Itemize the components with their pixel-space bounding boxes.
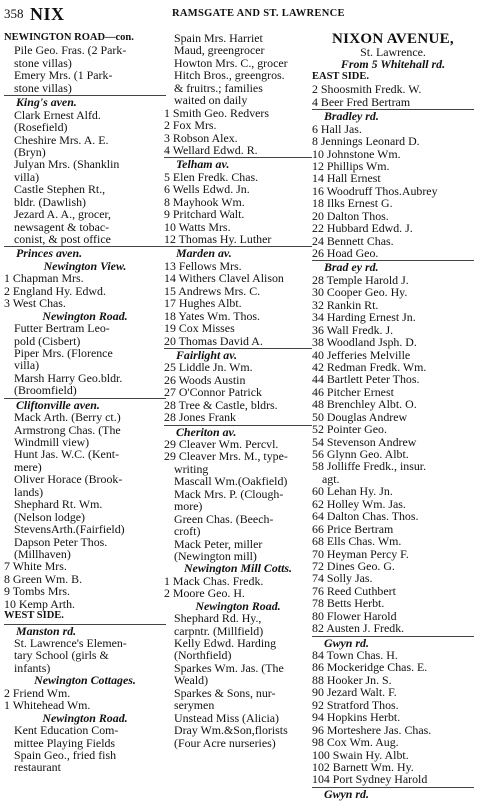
directory-entry: 3 Robson Alex. [164,130,238,145]
cross-street: Princes aven. [4,246,166,259]
directory-entry: Mack Peter, miller [174,536,263,551]
directory-entry: restaurant [14,760,61,775]
directory-entry: villa) [14,169,40,184]
directory-entry: stone villas) [14,55,72,70]
directory-entry: 86 Mockeridge Chas. E. [312,660,428,675]
directory-entry: 30 Cooper Geo. Hy. [312,285,408,300]
directory-entry: Cheshire Mrs. A. E. [14,132,109,147]
directory-entry: 44 Bartlett Peter Thos. [312,372,420,387]
section-heading: Newington Road. [195,598,281,613]
directory-entry: serymen [174,698,215,713]
directory-entry: 60 Lehan Hy. Jn. [312,484,393,499]
directory-entry: Clark Ernest Alfd. [14,107,101,122]
directory-entry: Dray Wm.&Son,florists [174,723,288,738]
directory-entry: lands) [14,484,44,499]
directory-entry: Armstrong Chas. (The [14,422,121,437]
directory-entry: 12 Thomas Hy. Luther [164,232,272,246]
directory-entry: 10 Johnstone Wm. [312,146,401,161]
directory-entry: 7 White Mrs. [4,559,67,574]
directory-entry: Kelly Edwd. Harding [174,636,277,650]
directory-entry: agt. [322,471,340,486]
directory-entry: 27 O'Connor Patrick [164,385,262,400]
directory-entry: 14 Withers Clavel Alison [164,271,284,286]
directory-entry: 17 Hughes Albt. [164,296,242,311]
directory-entry: 20 Dalton Thos. [312,208,389,223]
directory-entry: 58 Jolliffe Fredk., insur. [312,459,427,474]
directory-entry: writing [174,461,209,476]
directory-entry: Unstead Miss (Alicia) [174,710,280,725]
directory-entry: waited on daily [174,93,248,108]
directory-entry: Maud, greengrocer [174,43,265,58]
directory-entry: 52 Pointer Geo. [312,422,387,437]
directory-entry: 22 Hubbard Edwd. J. [312,221,413,236]
directory-entry: Pile Geo. Fras. (2 Park- [14,43,127,58]
directory-entry: Windmill view) [14,435,90,449]
directory-entry: Weald) [174,673,209,688]
directory-entry: 18 Yates Wm. Thos. [164,308,261,323]
directory-entry: Dapson Peter Thos. [14,534,108,549]
directory-entry: 88 Hooker Jn. S. [312,672,392,687]
directory-entry: croft) [174,524,201,539]
directory-entry: villa) [14,358,40,373]
directory-entry: 9 Pritchard Walt. [164,207,245,222]
directory-entry: Hitch Bros., greengros. [174,68,285,83]
directory-entry: Emery Mrs. (1 Park- [14,68,113,83]
directory-entry: 2 England Hy. Edwd. [4,283,106,298]
directory-entry: Castle Stephen Rt., [14,182,106,197]
directory-entry: 100 Swain Hy. Albt. [312,747,409,762]
directory-entry: 20 Thomas David A. [164,333,263,348]
directory-entry: 1 Whitehead Wm. [4,698,91,713]
directory-entry: carpntr. (Millfield) [174,623,264,638]
directory-entry: 28 Jones Frank [164,410,236,425]
column-left [4,32,166,774]
directory-entry: Sparkes & Sons, nur- [174,685,276,700]
directory-entry: 14 Hall Ernest [312,171,381,186]
page-header [2,5,475,23]
directory-entry: 13 Fellows Mrs. [164,258,242,273]
directory-entry: stone villas) [14,80,72,95]
directory-entry: 64 Dalton Chas. Thos. [312,509,419,524]
directory-entry: Spain Geo., fried fish [14,747,117,762]
directory-entry: 54 Stevenson Andrew [312,434,417,449]
directory-entry: 46 Pitcher Ernest [312,384,394,399]
directory-entry: & fruitrs.; families [174,80,263,95]
directory-entry: 96 Morteshere Jas. Chas. [312,722,432,737]
directory-entry: 40 Jefferies Melville [312,347,411,362]
directory-entry: 26 Woods Austin [164,372,246,387]
directory-entry: (Northfield) [174,648,232,663]
directory-entry: bldr. (Dawlish) [14,194,86,209]
directory-entry: 62 Holley Wm. Jas. [312,496,406,511]
directory-entry: 2 Shoosmith Fredk. W. [312,82,422,97]
directory-entry: 66 Price Bertram [312,521,394,536]
page-number: 358 [4,6,24,21]
directory-entry: 2 Friend Wm. [4,685,71,700]
directory-entry: 28 Tree & Castle, bldrs. [164,397,278,412]
directory-entry: pold (Cisbert) [14,333,81,348]
directory-entry: (Nelson lodge) [14,509,85,524]
directory-entry: 1 Smith Geo. Redvers [164,105,270,120]
directory-entry: 4 Beer Fred Bertram [312,94,411,109]
directory-entry: 26 Hoad Geo. [312,246,379,260]
directory-entry: 38 Woodland Jsph. D. [312,335,417,350]
directory-entry: Mack Mrs. P. (Clough- [174,486,284,501]
directory-entry: Howton Mrs. C., grocer [174,55,288,70]
directory-entry: conist, & post office [14,232,111,246]
directory-entry: St. Lawrence's Elemen- [14,636,127,650]
section-heading: Newington Cottages. [34,673,136,688]
directory-entry: 8 Mayhook Wm. [164,194,245,209]
directory-entry: Sparkes Wm. Jas. (The [174,660,284,675]
directory-entry: Hunt Jas. W.C. (Kent- [14,447,120,462]
directory-entry: 1 Chapman Mrs. [4,271,84,286]
directory-entry: 36 Wall Fredk. J. [312,322,394,337]
directory-entry: 8 Green Wm. B. [4,571,83,586]
cross-street: Gwyn rd. [312,636,474,649]
directory-entry: Futter Bertram Leo- [14,321,110,336]
section-label: WEST SIDE. [4,610,64,622]
directory-entry: 32 Rankin Rt. [312,297,379,312]
directory-entry: 24 Bennett Chas. [312,233,394,248]
directory-entry: 9 Tombs Mrs. [4,584,71,599]
directory-entry: Mack Arth. (Berry ct.) [14,410,121,425]
directory-entry: Shephard Rt. Wm. [14,497,103,512]
directory-entry: newsagent & tobac- [14,219,110,234]
section-heading: Newington Road. [42,308,128,323]
directory-entry: (Bryn) [14,144,46,159]
directory-entry: 28 Temple Harold J. [312,272,409,287]
directory-entry: 82 Austen J. Fredk. [312,621,405,636]
directory-entry: StevensArth.(Fairfield) [14,522,125,537]
cross-street: Cheriton av. [164,425,312,438]
directory-entry: Kent Education Com- [14,723,119,738]
directory-entry: 10 Kemp Arth. [4,596,76,611]
cross-street: King's aven. [4,95,166,108]
section-label: EAST SIDE. [312,70,370,82]
directory-entry: 1 Mack Chas. Fredk. [164,573,264,588]
directory-entry: 48 Brenchley Albt. O. [312,397,417,412]
directory-entry: 74 Solly Jas. [312,571,373,586]
street-locality: St. Lawrence. [360,45,426,59]
directory-entry: 12 Phillips Wm. [312,158,390,173]
column-right [312,32,474,800]
directory-entry: 98 Cox Wm. Aug. [312,735,399,750]
directory-entry: more) [174,499,203,514]
directory-entry: 2 Fox Mrs. [164,118,217,133]
street-origin: From 5 Whitehall rd. [340,57,446,72]
cross-street: Bradley rd. [312,109,474,122]
directory-entry: Piper Mrs. (Florence [14,345,113,360]
directory-entry: Oliver Horace (Brook- [14,472,123,487]
cross-street: Marden av. [164,246,312,259]
directory-entry: tary School (girls & [14,648,109,663]
directory-entry: 10 Watts Mrs. [164,219,231,234]
directory-entry: 56 Glynn Geo. Albt. [312,447,409,461]
directory-entry: 50 Douglas Andrew [312,409,408,424]
directory-entry: 6 Wells Edwd. Jn. [164,182,250,197]
section-heading: Newington View. [43,258,127,273]
directory-entry: Mascall Wm.(Oakfield) [174,474,288,489]
directory-entry: infants) [14,660,51,675]
directory-entry: 68 Ells Chas. Wm. [312,534,402,549]
directory-entry: 4 Wellard Edwd. R. [164,142,258,157]
directory-entry: 78 Betts Herbt. [312,596,385,611]
directory-entry: 42 Redman Fredk. Wm. [312,359,427,374]
cross-street: Fairlight av. [164,348,312,361]
directory-entry: 104 Port Sydney Harold [312,772,428,787]
directory-entry: (Newington mill) [174,548,257,563]
directory-entry: 15 Andrews Mrs. C. [164,283,261,298]
directory-entry: 5 Elen Fredk. Chas. [164,169,259,184]
directory-entry: Shephard Rd. Hy., [174,611,262,626]
directory-entry: 80 Flower Harold [312,608,397,623]
section-heading: Newington Road. [42,710,128,725]
cross-street: Cliftonville aven. [4,398,166,411]
directory-entry: mere) [14,459,42,474]
directory-entry: 3 West Chas. [4,296,66,311]
section-heading: Newington Mill Cotts. [183,561,293,576]
directory-entry: 16 Woodruff Thos.Aubrey [312,183,438,198]
directory-entry: mittee Playing Fields [14,735,116,750]
cross-street: Manston rd. [4,624,166,637]
directory-entry: 76 Reed Cuthbert [312,583,396,598]
guide-word: NIX [30,4,65,24]
directory-entry: 90 Jezard Walt. F. [312,685,397,700]
directory-entry: (Millhaven) [14,546,71,561]
column-middle [164,32,312,749]
directory-entry: Spain Mrs. Harriet [174,31,263,45]
directory-entry: 72 Dines Geo. G. [312,558,395,573]
directory-entry: (Broomfield) [14,383,77,398]
directory-entry: 25 Liddle Jn. Wm. [164,360,253,375]
directory-entry: 2 Moore Geo. H. [164,586,245,601]
directory-entry: Green Chas. (Beech- [174,511,274,526]
running-title: RAMSGATE AND ST. LAWRENCE [172,8,345,19]
directory-entry: (Four Acre nurseries) [174,735,276,750]
directory-entry: 29 Cleaver Mrs. M., type- [164,449,288,464]
directory-entry: Julyan Mrs. (Shanklin [14,157,120,172]
cross-street: Gwyn rd. [312,787,474,800]
directory-entry: 19 Cox Misses [164,321,235,336]
directory-entry: Jezard A. A., grocer, [14,207,111,222]
directory-entry: (Rosefield) [14,120,68,135]
directory-entry: Marsh Harry Geo.bldr. [14,370,123,385]
directory-entry: 18 Ilks Ernest G. [312,196,393,211]
directory-entry: 34 Harding Ernest Jn. [312,310,416,325]
directory-entry: 6 Hall Jas. [312,121,362,136]
directory-entry: 8 Jennings Leonard D. [312,134,420,149]
directory-entry: 84 Town Chas. H. [312,648,398,662]
directory-entry: 94 Hopkins Herbt. [312,710,401,725]
cross-street: Telham av. [164,157,312,170]
section-label: NEWINGTON ROAD—con. [4,32,134,43]
directory-entry: 92 Stratford Thos. [312,697,399,712]
directory-entry: 102 Barnett Wm. Hy. [312,759,414,774]
directory-entry: 70 Heyman Percy F. [312,546,409,561]
street-title: NIXON AVENUE, [332,31,454,47]
directory-entry: 29 Cleaver Wm. Percvl. [164,437,279,451]
cross-street: Brad ey rd. [312,260,474,273]
